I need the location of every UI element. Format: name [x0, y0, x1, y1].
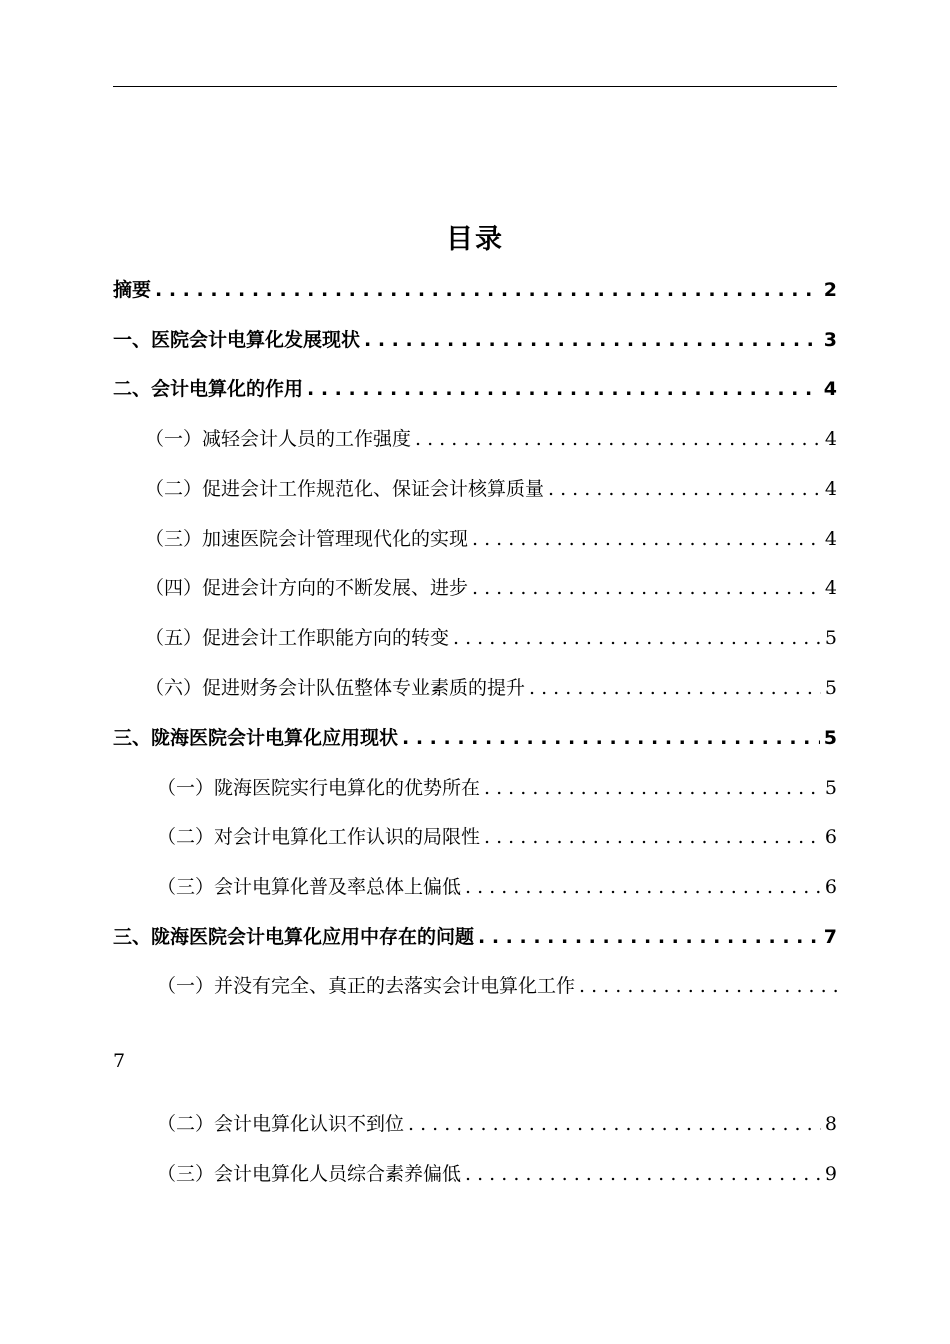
toc-entry-label: （二）会计电算化认识不到位: [157, 1113, 405, 1135]
toc-page-number: 3: [823, 329, 837, 351]
toc-entry-4-2[interactable]: [113, 1109, 837, 1139]
toc-leader-dots: [364, 325, 820, 355]
toc-entry-label: 三、陇海医院会计电算化应用中存在的问题: [113, 926, 475, 948]
toc-entry-label: 三、陇海医院会计电算化应用现状: [113, 727, 399, 749]
toc-entry-label: （五）促进会计工作职能方向的转变: [145, 627, 450, 649]
toc-leader-dots: [402, 723, 820, 753]
toc-page-number: 2: [823, 279, 837, 301]
toc-entry-label: （三）加速医院会计管理现代化的实现: [145, 528, 469, 550]
toc-entry-label: （六）促进财务会计队伍整体专业素质的提升: [145, 677, 526, 699]
toc-leader-dots: [307, 374, 820, 404]
toc-entry-2-6[interactable]: [113, 673, 837, 703]
toc-entry-label: （二）促进会计工作规范化、保证会计核算质量: [145, 478, 545, 500]
toc-entry-4-1[interactable]: [113, 971, 837, 1001]
toc-leader-dots: [484, 822, 821, 852]
toc-page-number: 6: [824, 826, 837, 848]
toc-entry-2-2[interactable]: [113, 474, 837, 504]
toc-entry-section-2[interactable]: [113, 374, 837, 404]
toc-page-number: 5: [824, 627, 837, 649]
toc-entry-label: （三）会计电算化人员综合素养偏低: [157, 1163, 462, 1185]
header-rule: [113, 86, 837, 87]
toc-entry-section-4[interactable]: [113, 922, 837, 952]
toc-page-number: 4: [824, 528, 837, 550]
toc-leader-dots: [453, 623, 821, 653]
toc-leader-dots: [548, 474, 821, 504]
toc-entry-3-2[interactable]: [113, 822, 837, 852]
toc-entry-label: 一、医院会计电算化发展现状: [113, 329, 361, 351]
toc-entry-label: 二、会计电算化的作用: [113, 378, 304, 400]
toc-page-number: 4: [824, 577, 837, 599]
toc-leader-dots: [155, 275, 820, 305]
toc-page-number-wrapped: 7: [113, 1050, 126, 1072]
toc-entry-label: （一）陇海医院实行电算化的优势所在: [157, 777, 481, 799]
toc-page-number: 4: [824, 478, 837, 500]
toc-leader-dots: [478, 922, 820, 952]
toc-page-number: 8: [824, 1113, 837, 1135]
toc-leader-dots: [465, 872, 821, 902]
toc-entry-2-4[interactable]: [113, 573, 837, 603]
toc-entry-label: （三）会计电算化普及率总体上偏低: [157, 876, 462, 898]
toc-entry-2-5[interactable]: [113, 623, 837, 653]
toc-leader-dots: [465, 1159, 821, 1189]
toc-leader-dots: [472, 573, 821, 603]
toc-title: 目录: [446, 224, 504, 255]
toc-page-number: 4: [824, 428, 837, 450]
toc-leader-dots: [408, 1109, 821, 1139]
toc-page-number: 5: [823, 727, 837, 749]
toc-entry-abstract[interactable]: [113, 275, 837, 305]
toc-page-number: 9: [824, 1163, 837, 1185]
toc-entry-label: （一）并没有完全、真正的去落实会计电算化工作: [157, 975, 576, 997]
toc-entry-2-3[interactable]: [113, 524, 837, 554]
toc-leader-dots: [529, 673, 821, 703]
toc-entry-3-1[interactable]: [113, 773, 837, 803]
toc-entry-label: 摘要: [113, 279, 152, 301]
toc-page-number: 6: [824, 876, 837, 898]
toc-leader-dots: [415, 424, 821, 454]
toc-leader-dots: [484, 773, 821, 803]
toc-entry-2-1[interactable]: [113, 424, 837, 454]
toc-entry-label: （一）减轻会计人员的工作强度: [145, 428, 412, 450]
toc-entry-section-3[interactable]: [113, 723, 837, 753]
toc-page-number: 4: [823, 378, 837, 400]
toc-leader-dots: [472, 524, 821, 554]
toc-page-number: 7: [823, 926, 837, 948]
toc-leader-dots: [579, 971, 837, 1001]
toc-entry-section-1[interactable]: [113, 325, 837, 355]
toc-page-number: 5: [824, 777, 837, 799]
toc-entry-label: （四）促进会计方向的不断发展、进步: [145, 577, 469, 599]
toc-entry-label: （二）对会计电算化工作认识的局限性: [157, 826, 481, 848]
toc-entry-4-3[interactable]: [113, 1159, 837, 1189]
toc-entry-3-3[interactable]: [113, 872, 837, 902]
toc-page-number: 5: [824, 677, 837, 699]
